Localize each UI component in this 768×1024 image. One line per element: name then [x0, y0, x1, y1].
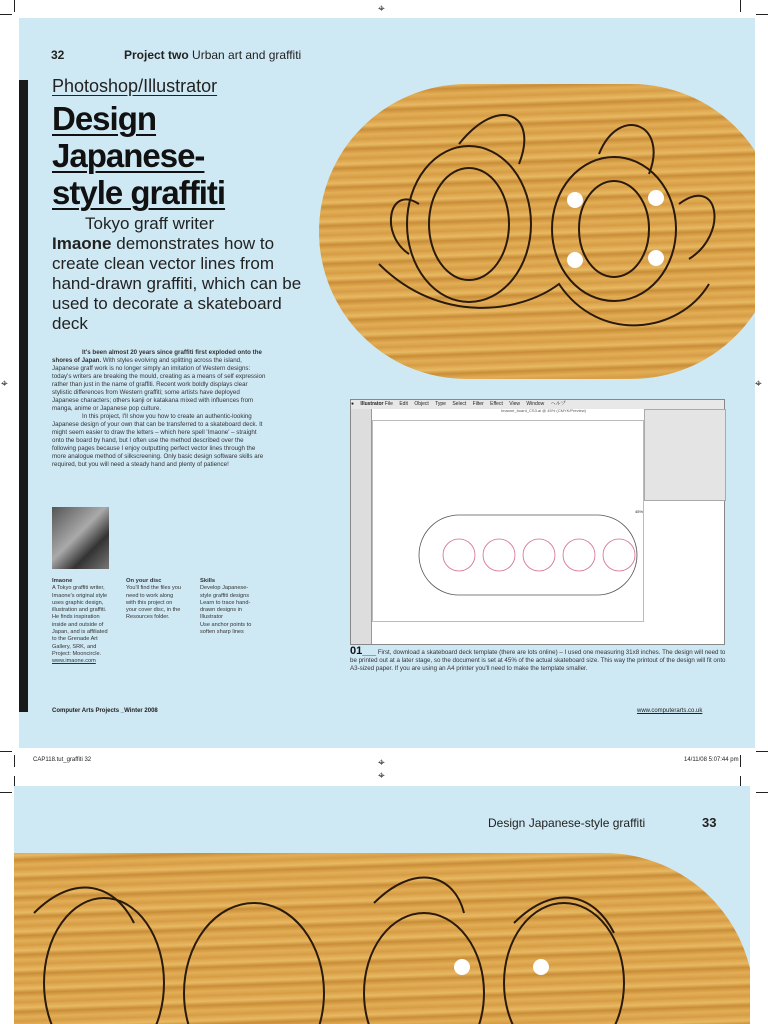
skills-item: Use anchor points to soften sharp lines — [200, 621, 252, 636]
menu-item[interactable]: View — [509, 401, 520, 407]
step-number: 01 — [350, 645, 363, 657]
step-caption: 01____ First, download a skateboard deck template (there are lots online) – I used one measuring 31x8 inches. The design will need to be printed out at a later stage, so the document is set at 45% of the actual skateboard size. This way the printout of the design will fit onto A3-sized paper. If you are using an A4 printer you'll need to make the template smaller. — [350, 645, 726, 672]
menu-item[interactable]: Object — [414, 401, 429, 407]
menu-item[interactable]: Edit — [399, 401, 408, 407]
menu-item[interactable]: File — [384, 401, 393, 407]
registration-mark-icon: ⌖ — [755, 376, 762, 390]
control-panels — [644, 409, 726, 501]
skills-item: Develop Japanese-style graffiti designs — [200, 585, 250, 599]
artboard[interactable] — [372, 420, 644, 622]
truck-hole — [533, 959, 549, 975]
crop-mark — [756, 792, 768, 793]
registration-mark-icon: ⌖ — [378, 768, 385, 782]
tools-panel — [351, 409, 372, 644]
skateboard-deck-illustration — [319, 84, 755, 379]
magazine-page-left — [19, 18, 755, 748]
disc-column — [126, 578, 184, 622]
section-header — [124, 48, 301, 62]
body-lead: It's been almost 20 years since graffiti first exploded onto the shores of Japan. — [52, 349, 262, 364]
menu-item[interactable]: Select — [452, 401, 467, 407]
step-text: First, download a skateboard deck template (there are lots online) – I used one measuring 31x8 inches. The design will need to be printed out at a later stage, so the document is set at 45% of the actual skateboard size. This way the printout of the design will fit onto A3-sized paper. If you are using an A4 printer you'll need to make the template smaller. — [350, 649, 726, 672]
sidebar-bar — [19, 80, 28, 712]
bio-text: A Tokyo graffiti writer, Imaone's original style uses graphic design, illustration and graffiti. He finds inspiration inside and outside of Japan, and is affiliated to the Grenade Art Gallery, SRK, and Project: Mooncircle. — [52, 585, 108, 657]
registration-mark-icon: ⌖ — [1, 376, 8, 390]
registration-mark-icon: ⌖ — [378, 755, 385, 769]
truck-hole — [454, 959, 470, 975]
magazine-page-right — [14, 786, 750, 1024]
zoom-label: 45% — [635, 509, 644, 514]
crop-mark — [0, 751, 12, 752]
footer-link[interactable]: www.computerarts.co.uk — [637, 708, 703, 714]
standfirst-pre: Tokyo graff writer — [85, 214, 215, 233]
registration-mark-icon: ⌖ — [378, 1, 385, 15]
standfirst-post: demonstrates how to create clean vector lines from hand-drawn graffiti, which can be used to decorate a skateboard deck — [52, 234, 302, 333]
menu-item[interactable]: ヘルプ — [550, 401, 566, 407]
section-rest: Urban art and graffiti — [192, 48, 302, 62]
illustrator-screenshot — [350, 399, 725, 645]
crop-mark — [740, 776, 741, 786]
bio-heading: Imaone — [52, 578, 73, 584]
bio-link[interactable]: www.imaone.com — [52, 658, 96, 665]
article-title-text: Design Japanese-style graffiti — [52, 100, 226, 211]
standfirst — [52, 214, 302, 334]
crop-mark — [14, 776, 15, 786]
menu-item[interactable]: Effect — [490, 401, 503, 407]
standfirst-name: Imaone — [52, 234, 112, 253]
truck-hole — [648, 190, 664, 206]
body-text — [52, 349, 267, 469]
bio-column — [52, 578, 110, 666]
crop-mark — [756, 751, 768, 752]
crop-mark — [0, 792, 12, 793]
character-head-left — [407, 146, 531, 302]
skills-item: Learn to trace hand-drawn designs in Illustrator — [200, 599, 251, 621]
crop-mark — [14, 0, 15, 12]
disc-text: You'll find the files you need to work along with this project on your cover disc, in the Resources folder. — [126, 585, 181, 621]
deck-template-drawing — [373, 421, 643, 621]
document-title: Imaone_board_CS3.ai @ 45% (CMYK/Preview) — [501, 408, 586, 413]
menu-item[interactable]: Window — [526, 401, 545, 407]
page-number: 32 — [51, 48, 65, 62]
body-para-1: With styles evolving and splitting across the island, Japanese graff work is no longer simply an imitation of Western designs: today's writers are breaking the mould, creating as a means of self expression rather than just in the name of graffiti. Recent work boldly displays clear stylistic differences from Western graffiti; some artists have deployed Japanese characters; others kanji or katakana mixed with influences from manga, anime or Japanese pop culture. — [52, 357, 266, 412]
disc-heading: On your disc — [126, 578, 162, 584]
page-number: 33 — [702, 815, 717, 830]
crop-mark — [740, 755, 741, 767]
truck-hole — [648, 250, 664, 266]
apple-icon: ● — [351, 401, 355, 407]
menu-item[interactable]: Type — [435, 401, 446, 407]
skills-heading: Skills — [200, 578, 216, 584]
character-head-right — [552, 157, 676, 301]
truck-hole — [567, 252, 583, 268]
menu-item[interactable]: Filter — [472, 401, 484, 407]
author-photo — [52, 507, 109, 569]
page-header-title: Design Japanese-style graffiti — [488, 816, 646, 830]
graffiti-characters-drawing — [319, 84, 755, 379]
skateboard-deck-illustration — [14, 853, 750, 1024]
category-label: Photoshop/Illustrator — [52, 76, 218, 96]
truck-hole — [567, 192, 583, 208]
article-title — [52, 100, 252, 211]
crop-mark — [14, 755, 15, 767]
app-name: Illustrator — [360, 401, 384, 407]
slug-right: 14/11/08 5:07:44 pm — [684, 757, 739, 763]
slug-left: CAP118.tut_graffiti 32 — [33, 757, 92, 763]
footer-left: Computer Arts Projects _Winter 2008 — [52, 708, 158, 714]
graffiti-characters-drawing — [14, 853, 750, 1024]
body-para-2: In this project, I'll show you how to create an authentic-looking Japanese design of your own that can be transferred to a skateboard deck. It might seem easier to draw the letters – which here spell 'Imaone' – straight onto the board by hand, but I often use the method described over the following pages because I enjoy outputting perfect vector lines through the more analogue method of silkscreening. Only basic design software skills are required, but you will need a steady hand and plenty of patience! — [52, 413, 264, 468]
crop-mark — [740, 0, 741, 12]
section-bold: Project two — [124, 48, 189, 62]
skills-column — [200, 578, 258, 636]
crop-mark — [756, 14, 768, 15]
crop-mark — [0, 14, 12, 15]
